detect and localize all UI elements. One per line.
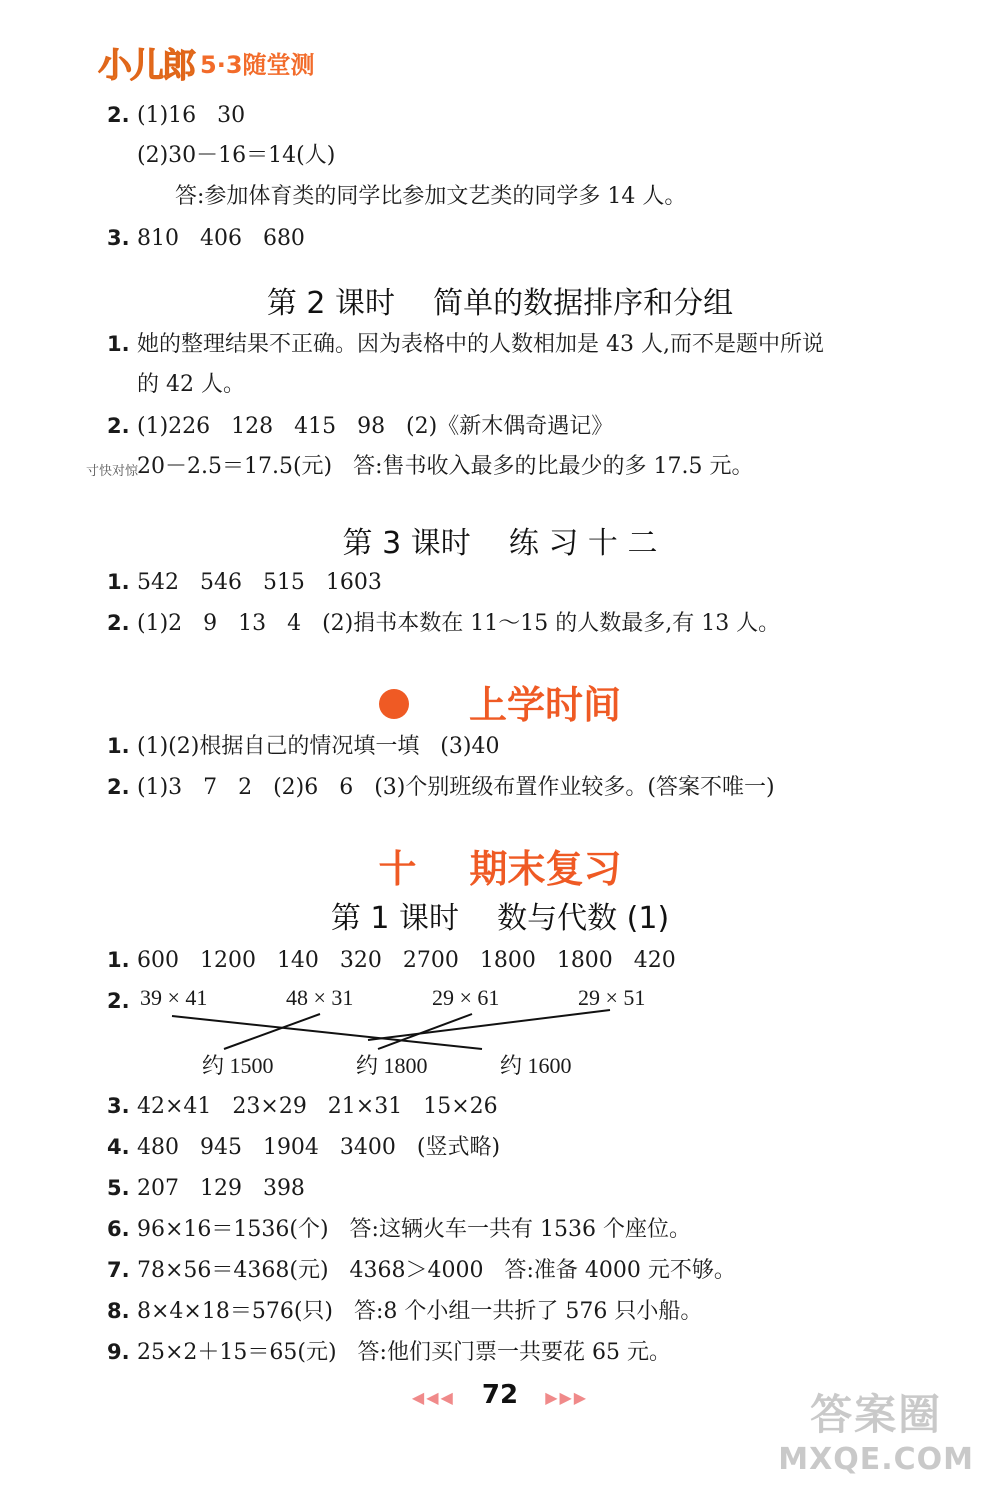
- answer-text: (1)(2)根据自己的情况填一填 (3)40: [137, 734, 500, 759]
- watermark: [778, 1382, 974, 1477]
- estimate-label: 约 1500: [202, 1053, 274, 1078]
- match-line: [224, 1014, 320, 1049]
- question-2: [107, 100, 245, 131]
- question-number: 6.: [107, 1217, 130, 1241]
- matching-diagram: [130, 985, 670, 1080]
- question-number: 2.: [107, 989, 130, 1013]
- question-number: 1.: [107, 734, 130, 758]
- question-number: 1.: [107, 570, 130, 594]
- logo-sub-text: 5·3随堂测: [200, 51, 315, 79]
- question-1: [107, 567, 382, 598]
- margin-note: 寸快对惊: [86, 464, 139, 479]
- lesson-3-title: 第 3 课时 练 习 十 二: [342, 526, 658, 561]
- question-number: 2.: [107, 414, 130, 438]
- expression-label: 29 × 61: [432, 985, 500, 1010]
- school-time-heading: [0, 674, 1000, 729]
- answer-text: 542 546 515 1603: [137, 570, 382, 595]
- answer-text: (1)2 9 13 4 (2)捐书本数在 11～15 的人数最多,有 13 人。: [137, 611, 781, 636]
- answer-line: 的 42 人。: [137, 372, 245, 397]
- watermark-top: 答案圈: [810, 1390, 943, 1439]
- question-number: 4.: [107, 1135, 130, 1159]
- page-number: 72: [481, 1380, 519, 1410]
- school-time-title: 上学时间: [468, 683, 621, 727]
- bullet-dot-icon: [379, 689, 409, 719]
- estimate-label: 约 1800: [356, 1053, 428, 1078]
- lesson-2-title: 第 2 课时 简单的数据排序和分组: [266, 286, 734, 321]
- answer-text: 8×4×18＝576(只) 答:8 个小组一共折了 576 只小船。: [137, 1299, 703, 1324]
- answer-text: 42×41 23×29 21×31 15×26: [137, 1094, 498, 1119]
- question-8: [107, 1296, 702, 1327]
- question-number: 7.: [107, 1258, 130, 1282]
- expression-label: 48 × 31: [286, 985, 354, 1010]
- answer-text: 25×2＋15＝65(元) 答:他们买门票一共要花 65 元。: [137, 1340, 671, 1365]
- match-line: [368, 1010, 610, 1040]
- expression-label: 39 × 41: [140, 985, 208, 1010]
- answer-line: 20－2.5＝17.5(元) 答:售书收入最多的比最少的多 17.5 元。: [137, 454, 754, 479]
- answer-text: 810 406 680: [137, 226, 305, 251]
- question-2: [107, 411, 613, 442]
- answer-line: 答:参加体育类的同学比参加文艺类的同学多 14 人。: [175, 184, 687, 209]
- question-7: [107, 1255, 736, 1286]
- question-number: 1.: [107, 332, 130, 356]
- question-number: 2.: [107, 611, 130, 635]
- question-3: [107, 1091, 498, 1122]
- brand-logo: [98, 38, 315, 87]
- question-2: [107, 608, 780, 639]
- question-number: 5.: [107, 1176, 130, 1200]
- answer-text: (1)3 7 2 (2)6 6 (3)个别班级布置作业较多。(答案不唯一): [137, 775, 775, 800]
- right-arrows-icon: ▶▶▶: [545, 1388, 589, 1407]
- question-1: [107, 945, 676, 976]
- estimate-label: 约 1600: [500, 1053, 572, 1078]
- unit-10-lesson-title: 第 1 课时 数与代数 (1): [330, 901, 670, 936]
- answer-text: (1)226 128 415 98 (2)《新木偶奇遇记》: [137, 414, 614, 439]
- expression-label: 29 × 51: [578, 985, 646, 1010]
- logo-main-text: 小儿郎: [98, 46, 194, 86]
- question-2: [107, 772, 775, 803]
- question-3: [107, 223, 305, 254]
- answer-text: 207 129 398: [137, 1176, 305, 1201]
- question-number: 2.: [107, 103, 130, 127]
- question-number: 3.: [107, 226, 130, 250]
- answer-text: (1)16 30: [137, 103, 246, 128]
- question-1: [107, 731, 499, 762]
- question-9: [107, 1337, 671, 1368]
- answer-text: 480 945 1904 3400 (竖式略): [137, 1135, 501, 1160]
- answer-text: 96×16＝1536(个) 答:这辆火车一共有 1536 个座位。: [137, 1217, 691, 1242]
- answer-text: 78×56＝4368(元) 4368＞4000 答:准备 4000 元不够。: [137, 1258, 736, 1283]
- question-number: 3.: [107, 1094, 130, 1118]
- question-number: 9.: [107, 1340, 130, 1364]
- question-number: 1.: [107, 948, 130, 972]
- answer-text: 600 1200 140 320 2700 1800 1800 420: [137, 948, 676, 973]
- watermark-bottom: MXQE.COM: [778, 1442, 974, 1477]
- question-number: 8.: [107, 1299, 130, 1323]
- question-5: [107, 1173, 305, 1204]
- left-arrows-icon: ◀◀◀: [411, 1388, 455, 1407]
- question-6: [107, 1214, 691, 1245]
- unit-10-title: 十 期末复习: [378, 847, 622, 891]
- question-4: [107, 1132, 500, 1163]
- answer-line: (2)30－16＝14(人): [137, 143, 336, 168]
- question-1: [107, 329, 824, 360]
- question-number: 2.: [107, 775, 130, 799]
- answer-text: 她的整理结果不正确。因为表格中的人数相加是 43 人,而不是题中所说: [137, 332, 824, 357]
